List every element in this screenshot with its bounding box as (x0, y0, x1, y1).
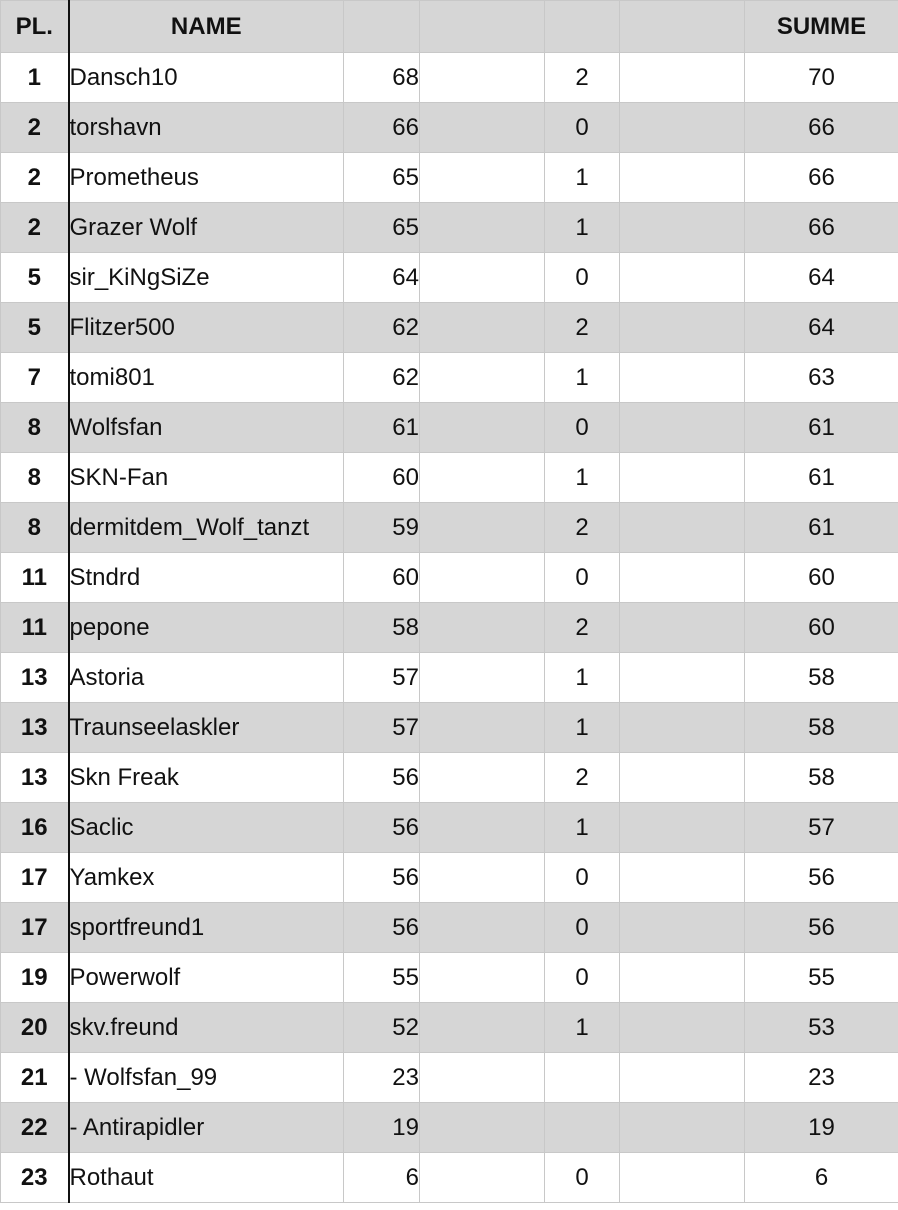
empty-cell (620, 603, 745, 653)
name-cell: Skn Freak (69, 753, 344, 803)
empty-cell (420, 1053, 545, 1103)
table-row (1, 603, 898, 653)
empty-cell (420, 603, 545, 653)
place-cell: 7 (1, 353, 69, 403)
empty-cell (620, 1103, 745, 1153)
extra-cell: 1 (545, 653, 620, 703)
empty-cell (420, 803, 545, 853)
name-cell: sir_KiNgSiZe (69, 253, 344, 303)
name-cell: tomi801 (69, 353, 344, 403)
table-row (1, 803, 898, 853)
place-cell: 8 (1, 503, 69, 553)
empty-cell (620, 103, 745, 153)
empty-cell (620, 253, 745, 303)
points-cell: 62 (344, 353, 420, 403)
empty-cell (620, 353, 745, 403)
empty-cell (620, 903, 745, 953)
place-cell: 17 (1, 853, 69, 903)
empty-cell (420, 1003, 545, 1053)
name-cell: - Antirapidler (69, 1103, 344, 1153)
sum-cell: 64 (745, 303, 898, 353)
empty-cell (620, 503, 745, 553)
points-cell: 55 (344, 953, 420, 1003)
extra-cell (545, 1103, 620, 1153)
name-cell: Wolfsfan (69, 403, 344, 453)
extra-cell: 2 (545, 753, 620, 803)
name-cell: sportfreund1 (69, 903, 344, 953)
sum-cell: 61 (745, 503, 898, 553)
place-cell: 11 (1, 603, 69, 653)
place-cell: 13 (1, 703, 69, 753)
points-cell: 56 (344, 853, 420, 903)
empty-cell (620, 953, 745, 1003)
place-cell: 16 (1, 803, 69, 853)
empty-cell (420, 853, 545, 903)
table-row (1, 703, 898, 753)
empty-cell (420, 253, 545, 303)
sum-cell: 70 (745, 53, 898, 103)
extra-cell: 1 (545, 803, 620, 853)
extra-cell: 1 (545, 703, 620, 753)
name-cell: pepone (69, 603, 344, 653)
extra-cell (545, 1053, 620, 1103)
place-cell: 21 (1, 1053, 69, 1103)
name-cell: Flitzer500 (69, 303, 344, 353)
name-cell: Powerwolf (69, 953, 344, 1003)
points-cell: 57 (344, 703, 420, 753)
table-row (1, 53, 898, 103)
empty-cell (420, 203, 545, 253)
place-cell: 13 (1, 653, 69, 703)
extra-cell: 1 (545, 153, 620, 203)
extra-cell: 1 (545, 353, 620, 403)
empty-cell (620, 203, 745, 253)
empty-cell (620, 403, 745, 453)
header-col5 (545, 1, 620, 53)
empty-cell (420, 453, 545, 503)
empty-cell (620, 153, 745, 203)
sum-cell: 23 (745, 1053, 898, 1103)
empty-cell (620, 753, 745, 803)
points-cell: 66 (344, 103, 420, 153)
empty-cell (420, 703, 545, 753)
points-cell: 6 (344, 1153, 420, 1203)
table-row (1, 253, 898, 303)
points-cell: 68 (344, 53, 420, 103)
sum-cell: 58 (745, 703, 898, 753)
place-cell: 13 (1, 753, 69, 803)
sum-cell: 53 (745, 1003, 898, 1053)
extra-cell: 0 (545, 953, 620, 1003)
header-col3 (344, 1, 420, 53)
extra-cell: 1 (545, 203, 620, 253)
name-cell: Grazer Wolf (69, 203, 344, 253)
empty-cell (620, 53, 745, 103)
place-cell: 5 (1, 303, 69, 353)
place-cell: 19 (1, 953, 69, 1003)
sum-cell: 19 (745, 1103, 898, 1153)
sum-cell: 61 (745, 453, 898, 503)
table-row (1, 903, 898, 953)
points-cell: 56 (344, 803, 420, 853)
empty-cell (420, 1103, 545, 1153)
place-cell: 2 (1, 153, 69, 203)
empty-cell (420, 553, 545, 603)
name-cell: Prometheus (69, 153, 344, 203)
table-row (1, 653, 898, 703)
sum-cell: 58 (745, 653, 898, 703)
name-cell: torshavn (69, 103, 344, 153)
table-row (1, 303, 898, 353)
empty-cell (620, 453, 745, 503)
header-col4 (420, 1, 545, 53)
sum-cell: 61 (745, 403, 898, 453)
empty-cell (420, 753, 545, 803)
place-cell: 5 (1, 253, 69, 303)
extra-cell: 0 (545, 103, 620, 153)
extra-cell: 2 (545, 303, 620, 353)
sum-cell: 63 (745, 353, 898, 403)
table-header (1, 1, 898, 53)
place-cell: 22 (1, 1103, 69, 1153)
points-cell: 64 (344, 253, 420, 303)
place-cell: 20 (1, 1003, 69, 1053)
table-row (1, 453, 898, 503)
sum-cell: 6 (745, 1153, 898, 1203)
table-row (1, 1003, 898, 1053)
points-cell: 65 (344, 153, 420, 203)
place-cell: 2 (1, 103, 69, 153)
header-sum: SUMME (745, 1, 898, 53)
name-cell: SKN-Fan (69, 453, 344, 503)
empty-cell (620, 703, 745, 753)
sum-cell: 66 (745, 203, 898, 253)
points-cell: 65 (344, 203, 420, 253)
header-place: PL. (1, 1, 69, 53)
extra-cell: 1 (545, 453, 620, 503)
sum-cell: 64 (745, 253, 898, 303)
points-cell: 62 (344, 303, 420, 353)
empty-cell (420, 153, 545, 203)
place-cell: 1 (1, 53, 69, 103)
place-cell: 17 (1, 903, 69, 953)
table-row (1, 103, 898, 153)
extra-cell: 2 (545, 603, 620, 653)
points-cell: 60 (344, 553, 420, 603)
table-body (1, 53, 898, 1203)
sum-cell: 57 (745, 803, 898, 853)
header-name: NAME (69, 1, 344, 53)
extra-cell: 0 (545, 853, 620, 903)
empty-cell (420, 303, 545, 353)
sum-cell: 56 (745, 853, 898, 903)
place-cell: 11 (1, 553, 69, 603)
table-row (1, 403, 898, 453)
place-cell: 23 (1, 1153, 69, 1203)
empty-cell (420, 1153, 545, 1203)
extra-cell: 2 (545, 503, 620, 553)
name-cell: Yamkex (69, 853, 344, 903)
points-cell: 60 (344, 453, 420, 503)
table-row (1, 753, 898, 803)
empty-cell (620, 553, 745, 603)
sum-cell: 66 (745, 153, 898, 203)
extra-cell: 2 (545, 53, 620, 103)
points-cell: 58 (344, 603, 420, 653)
place-cell: 2 (1, 203, 69, 253)
empty-cell (420, 53, 545, 103)
empty-cell (620, 1153, 745, 1203)
extra-cell: 0 (545, 903, 620, 953)
extra-cell: 0 (545, 553, 620, 603)
empty-cell (420, 503, 545, 553)
empty-cell (420, 903, 545, 953)
empty-cell (420, 353, 545, 403)
table-row (1, 953, 898, 1003)
place-cell: 8 (1, 403, 69, 453)
points-cell: 23 (344, 1053, 420, 1103)
header-col6 (620, 1, 745, 53)
points-cell: 19 (344, 1103, 420, 1153)
points-cell: 56 (344, 753, 420, 803)
empty-cell (420, 103, 545, 153)
table-row (1, 553, 898, 603)
extra-cell: 0 (545, 253, 620, 303)
table-row (1, 353, 898, 403)
name-cell: Dansch10 (69, 53, 344, 103)
table-row (1, 853, 898, 903)
name-cell: Stndrd (69, 553, 344, 603)
place-cell: 8 (1, 453, 69, 503)
name-cell: Traunseelaskler (69, 703, 344, 753)
empty-cell (620, 1003, 745, 1053)
empty-cell (420, 653, 545, 703)
name-cell: - Wolfsfan_99 (69, 1053, 344, 1103)
sum-cell: 66 (745, 103, 898, 153)
name-cell: Saclic (69, 803, 344, 853)
empty-cell (620, 653, 745, 703)
table-row (1, 1053, 898, 1103)
sum-cell: 56 (745, 903, 898, 953)
table-row (1, 1153, 898, 1203)
sum-cell: 60 (745, 553, 898, 603)
name-cell: Astoria (69, 653, 344, 703)
extra-cell: 1 (545, 1003, 620, 1053)
name-cell: Rothaut (69, 1153, 344, 1203)
extra-cell: 0 (545, 403, 620, 453)
empty-cell (420, 403, 545, 453)
table-row (1, 1103, 898, 1153)
points-cell: 61 (344, 403, 420, 453)
sum-cell: 60 (745, 603, 898, 653)
empty-cell (620, 803, 745, 853)
empty-cell (620, 1053, 745, 1103)
name-cell: dermitdem_Wolf_tanzt (69, 503, 344, 553)
empty-cell (420, 953, 545, 1003)
header-row (1, 1, 898, 53)
table-row (1, 153, 898, 203)
empty-cell (620, 853, 745, 903)
extra-cell: 0 (545, 1153, 620, 1203)
table-row (1, 503, 898, 553)
name-cell: skv.freund (69, 1003, 344, 1053)
table-row (1, 203, 898, 253)
points-cell: 56 (344, 903, 420, 953)
sum-cell: 55 (745, 953, 898, 1003)
sum-cell: 58 (745, 753, 898, 803)
points-cell: 59 (344, 503, 420, 553)
points-cell: 52 (344, 1003, 420, 1053)
empty-cell (620, 303, 745, 353)
points-cell: 57 (344, 653, 420, 703)
